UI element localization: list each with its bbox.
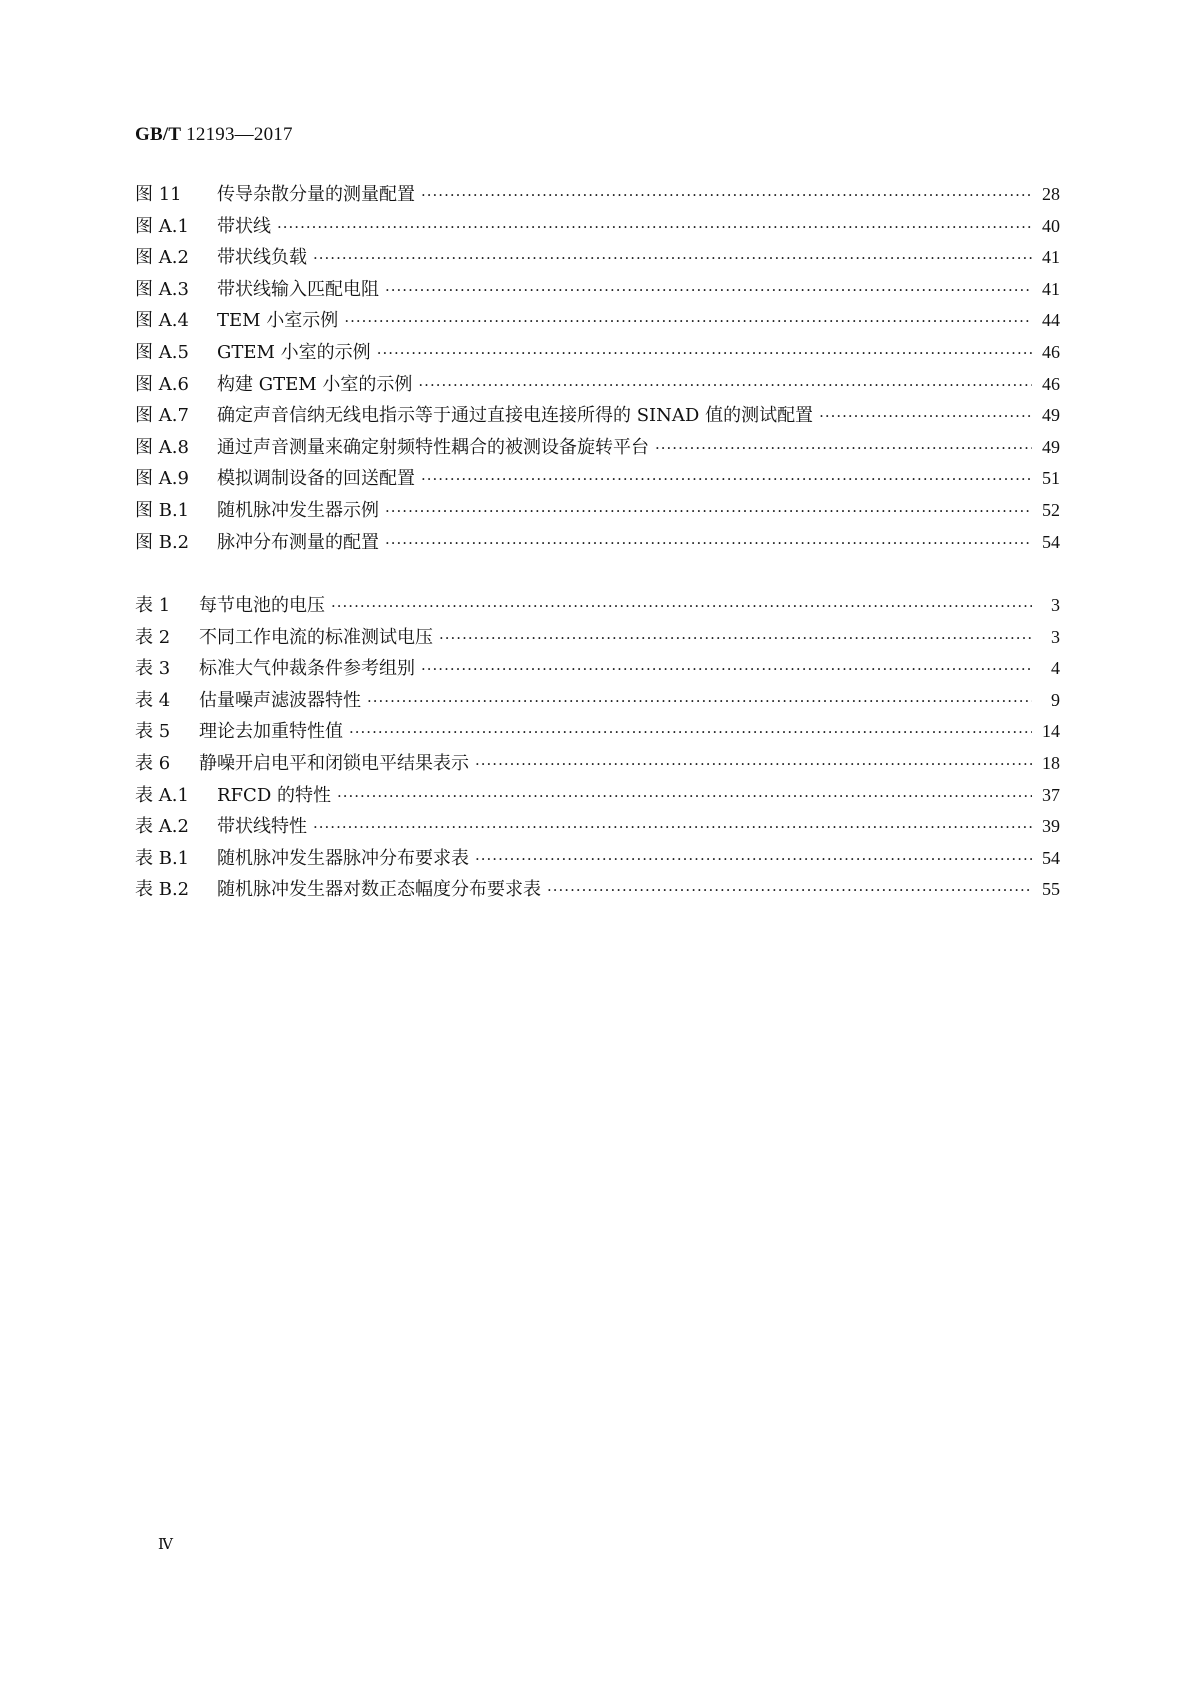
toc-page-number: 9	[1051, 689, 1060, 710]
toc-entry-table-a2[interactable]	[135, 812, 1060, 844]
toc-entry-table-3[interactable]	[135, 654, 1060, 686]
toc-page-number: 51	[1042, 468, 1060, 489]
toc-label: 图 A.3	[135, 278, 189, 300]
toc-title: 确定声音信纳无线电指示等于通过直接电连接所得的 SINAD 值的测试配置	[217, 405, 814, 427]
dot-leader	[439, 629, 1032, 647]
dot-leader	[655, 439, 1032, 457]
toc-entry-figure-a3[interactable]	[135, 275, 1060, 307]
toc-title: 带状线特性	[217, 816, 307, 838]
toc-page-number: 3	[1051, 595, 1060, 615]
toc-label: 表 4	[135, 689, 171, 711]
document-header	[135, 124, 293, 146]
toc-entry-figure-a7[interactable]	[135, 401, 1060, 433]
toc-title: 构建 GTEM 小室的示例	[217, 373, 413, 395]
toc-page-number: 39	[1042, 816, 1060, 837]
toc-title: 随机脉冲发生器脉冲分布要求表	[217, 847, 469, 869]
toc-label: 图 11	[135, 184, 182, 205]
toc-page-number: 28	[1042, 184, 1060, 204]
toc-page-number: 54	[1042, 847, 1060, 868]
toc-label: 表 1	[135, 595, 171, 616]
dot-leader	[277, 218, 1032, 236]
toc-title: 模拟调制设备的回送配置	[217, 468, 415, 490]
toc-entry-table-5[interactable]	[135, 717, 1060, 749]
toc-page-number: 41	[1042, 278, 1060, 299]
toc-entry-figure-b2[interactable]	[135, 528, 1060, 560]
toc-label: 表 6	[135, 752, 171, 774]
toc-entry-figure-a5[interactable]	[135, 338, 1060, 370]
dot-leader	[385, 502, 1032, 520]
toc-label: 图 B.1	[135, 499, 190, 521]
toc-label: 图 A.2	[135, 247, 189, 269]
toc-title: 传导杂散分量的测量配置	[217, 184, 415, 205]
toc-entry-table-6[interactable]	[135, 749, 1060, 781]
dot-leader	[337, 787, 1032, 805]
dot-leader	[313, 249, 1032, 267]
toc-page-number: 46	[1042, 373, 1060, 394]
toc-title: 标准大气仲裁条件参考组别	[199, 658, 415, 680]
toc-entry-table-2[interactable]	[135, 623, 1060, 655]
dot-leader	[475, 850, 1032, 868]
figure-list	[135, 180, 1060, 559]
toc-entry-table-4[interactable]	[135, 686, 1060, 718]
toc-page-number: 37	[1042, 784, 1060, 805]
toc-entry-table-b2[interactable]	[135, 875, 1060, 907]
dot-leader	[418, 376, 1032, 394]
toc-label: 表 3	[135, 658, 171, 680]
toc-page-number: 46	[1042, 341, 1060, 362]
dot-leader	[475, 755, 1032, 773]
standard-number: 12193—2017	[186, 124, 293, 145]
standard-code: GB/T	[135, 124, 182, 145]
toc-entry-figure-a2[interactable]	[135, 243, 1060, 275]
toc-label: 图 B.2	[135, 531, 190, 553]
toc-label: 表 B.2	[135, 879, 190, 901]
toc-entry-figure-a8[interactable]	[135, 433, 1060, 465]
toc-entry-figure-a4[interactable]	[135, 306, 1060, 338]
toc-title: RFCD 的特性	[217, 784, 331, 806]
toc-page-number: 40	[1042, 215, 1060, 236]
toc-page-number: 49	[1042, 436, 1060, 457]
toc-entry-figure-a9[interactable]	[135, 464, 1060, 496]
toc-page-number: 52	[1042, 499, 1060, 520]
toc-label: 图 A.8	[135, 436, 189, 458]
toc-entry-figure-b1[interactable]	[135, 496, 1060, 528]
toc-label: 图 A.9	[135, 468, 189, 490]
toc-title: 静噪开启电平和闭锁电平结果表示	[199, 752, 469, 774]
toc-label: 图 A.6	[135, 373, 189, 395]
dot-leader	[421, 660, 1032, 678]
toc-title: 理论去加重特性值	[199, 721, 343, 743]
toc-title: 随机脉冲发生器示例	[217, 499, 379, 521]
toc-entry-table-b1[interactable]	[135, 844, 1060, 876]
toc-title: 带状线输入匹配电阻	[217, 278, 379, 300]
toc-label: 表 2	[135, 626, 171, 648]
toc-entry-figure-a6[interactable]	[135, 370, 1060, 402]
dot-leader	[421, 470, 1032, 488]
toc-title: 估量噪声滤波器特性	[199, 689, 361, 711]
toc-label: 表 A.2	[135, 816, 189, 838]
dot-leader	[385, 281, 1032, 299]
toc-title: TEM 小室示例	[217, 310, 339, 332]
toc-label: 图 A.7	[135, 405, 189, 427]
toc-label: 表 A.1	[135, 784, 189, 806]
dot-leader	[367, 692, 1032, 710]
table-list	[135, 591, 1060, 907]
toc-entry-table-a1[interactable]	[135, 781, 1060, 813]
toc-title: 通过声音测量来确定射频特性耦合的被测设备旋转平台	[217, 436, 649, 458]
toc-entry-figure-a1[interactable]	[135, 212, 1060, 244]
toc-entry-table-1[interactable]	[135, 591, 1060, 623]
toc-page-number: 44	[1042, 310, 1060, 331]
dot-leader	[349, 723, 1032, 741]
toc-label: 图 A.1	[135, 215, 189, 237]
toc-title: 脉冲分布测量的配置	[217, 531, 379, 553]
dot-leader	[547, 881, 1032, 899]
dot-leader	[385, 534, 1032, 552]
toc-title: GTEM 小室的示例	[217, 341, 371, 363]
toc-page-number: 49	[1042, 405, 1060, 426]
toc-label: 表 B.1	[135, 847, 190, 869]
toc-title: 每节电池的电压	[199, 595, 325, 616]
toc-page-number: 54	[1042, 531, 1060, 552]
toc-page-number: 4	[1051, 658, 1060, 679]
toc-page-number: 3	[1051, 626, 1060, 647]
toc-title: 随机脉冲发生器对数正态幅度分布要求表	[217, 879, 541, 901]
toc-label: 图 A.4	[135, 310, 189, 332]
toc-title: 带状线负载	[217, 247, 307, 269]
dot-leader	[377, 344, 1032, 362]
toc-entry-figure-11[interactable]	[135, 180, 1060, 212]
toc-title: 带状线	[217, 215, 271, 237]
toc-title: 不同工作电流的标准测试电压	[199, 626, 433, 648]
toc-page-number: 41	[1042, 247, 1060, 268]
dot-leader	[819, 407, 1032, 425]
dot-leader	[344, 312, 1032, 330]
toc-page-number: 14	[1042, 721, 1060, 742]
dot-leader	[421, 186, 1032, 204]
page-number-footer: Ⅳ	[158, 1537, 173, 1553]
toc-page-number: 55	[1042, 879, 1060, 900]
toc-label: 图 A.5	[135, 341, 189, 363]
dot-leader	[313, 818, 1032, 836]
dot-leader	[331, 597, 1032, 615]
toc-page-number: 18	[1042, 752, 1060, 773]
toc-label: 表 5	[135, 721, 171, 743]
